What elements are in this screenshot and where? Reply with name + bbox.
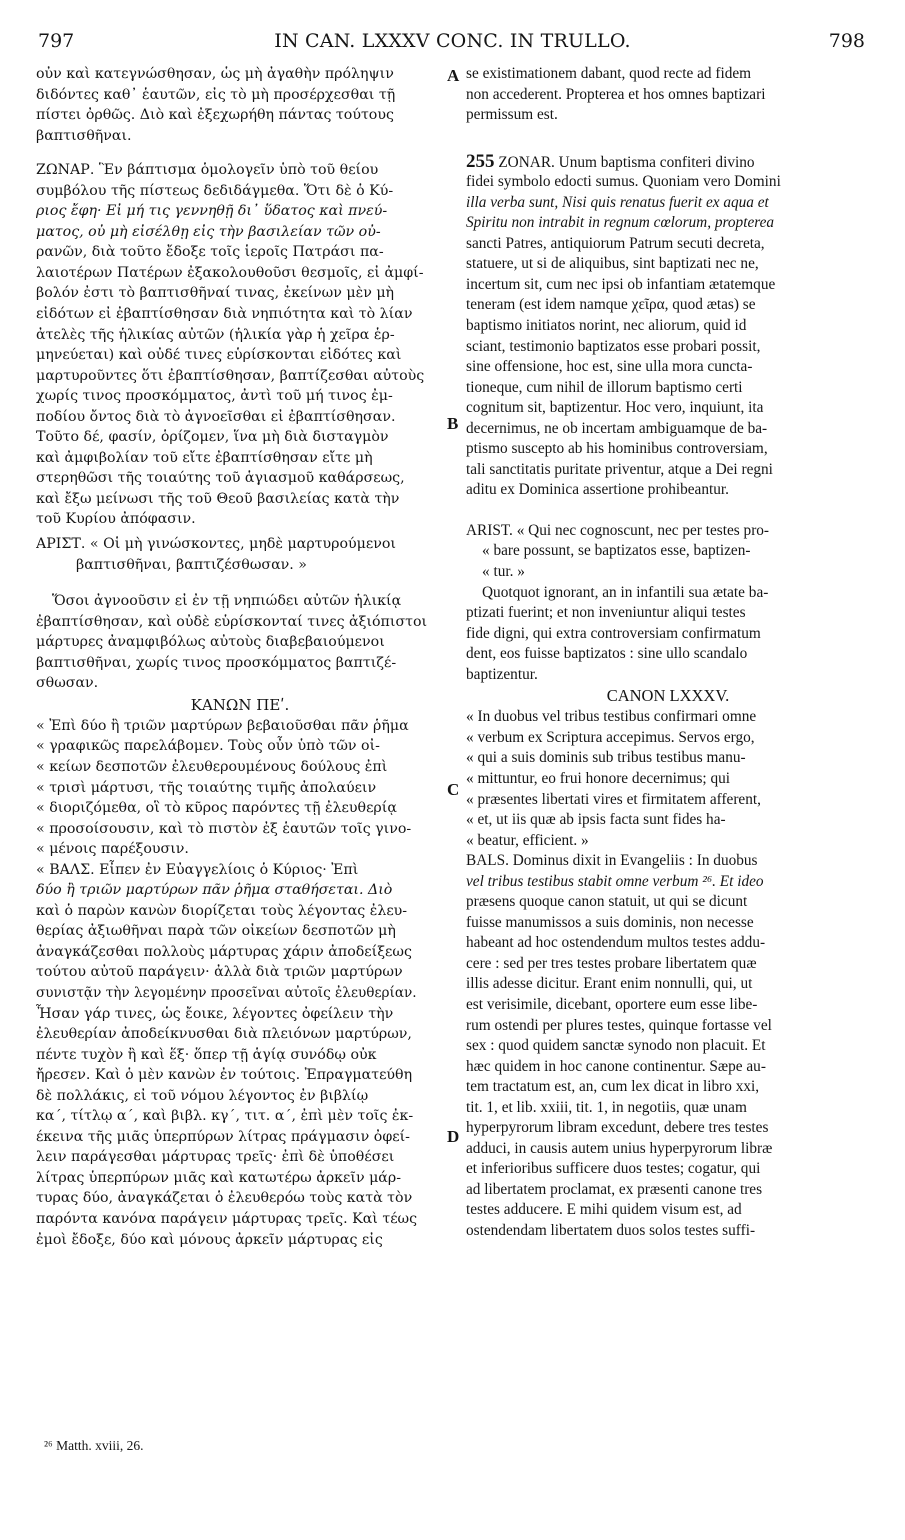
text-line: Quotquot ignorant, an in infantili sua ætate ba- (482, 583, 769, 601)
text-line: illis adesse dicitur. Erant enim nonnulli, qui, ut (466, 975, 753, 993)
text-line: « tur. » (482, 563, 525, 581)
text-line: στερηθῶσι τῆς τοιαύτης τοῦ ἁγιασμοῦ καθάρσεως, (36, 470, 405, 487)
text-line: « beatur, efficient. » (466, 831, 589, 849)
text-line: dent, eos fuisse baptizatos : sine ullo scandalo (466, 645, 748, 663)
text-line: κα΄, τίτλῳ α΄, καὶ βιβλ. κγ΄, τιτ. α΄, ἐπὶ μὲν τοῖς ἐκ- (36, 1108, 414, 1125)
text-line: συνιστᾷν τὴν λεγομένην προσεῖναι αὐτοῖς ἐλευθερίαν. (36, 984, 417, 1001)
text-line: ΖΩΝΑΡ. Ἓν βάπτισμα ὁμολογεῖν ὑπὸ τοῦ θείου (36, 162, 379, 179)
text-line: vel tribus testibus stabit omne verbum ²⁶. Et ideo (466, 872, 764, 890)
text-line: ἐλευθερίαν ἀποδείκνυσθαι διὰ πλειόνων μαρτύρων, (36, 1026, 412, 1043)
text-line: hyperpyrorum libram excedunt, debere tres testes (466, 1119, 769, 1137)
text-line: ρανῶν, διὰ τοῦτο ἔδοξε τοῖς ἱεροῖς Πατράσι πα- (36, 244, 384, 261)
text-line: σθωσαν. (36, 675, 99, 692)
text-line: « μένοις παρέξουσιν. (36, 841, 189, 858)
text-line (466, 1242, 870, 1263)
page-number-right: 798 (828, 30, 865, 52)
text-line: πίστει ὀρθῶς. Διὸ καὶ ἐξεχωρήθη πάντας τούτους (36, 107, 394, 124)
text-line: aditu ex Dominica assertione prohibeantur. (466, 481, 729, 499)
text-line: ἀτελὲς τῆς ἡλικίας αὐτῶν (ἡλικία γὰρ ἡ χεῖρα ἑρ- (36, 326, 395, 343)
text-line: λαιοτέρων Πατέρων ἐξακολουθοῦσι θεσμοῖς, εἰ ἀμφί- (36, 264, 424, 281)
text-line: πέντε τυχὸν ἢ καὶ ἕξ· ὅπερ τῇ ἁγίᾳ συνόδῳ οὐκ (36, 1046, 377, 1063)
text-line: ἀναγκάζεσθαι πολλοὺς μάρτυρας χάριν ἀποδείξεως (36, 943, 412, 960)
text-line: ματος, οὐ μὴ εἰσέλθῃ εἰς τὴν βασιλείαν τῶν οὐ- (36, 223, 381, 240)
text-line: ριος ἔφη· Εἰ μή τις γεννηθῇ δι᾽ ὕδατος καὶ πνεύ- (36, 203, 388, 220)
footnote: ²⁶ Matth. xviii, 26. (44, 1438, 144, 1453)
canon-heading-greek: ΚΑΝΩΝ ΠΕʹ. (190, 695, 290, 714)
text-line: fidei symbolo edocti sumus. Quoniam vero Domini (466, 173, 781, 191)
text-line: « et, ut iis quæ ab ipsis facta sunt fides ha- (466, 811, 726, 829)
text-line: δὲ πολλάκις, εἰ τοῦ νόμου λέγοντος ἐν βιβλίῳ (36, 1087, 369, 1104)
text-line: « Ἐπὶ δύο ἢ τριῶν μαρτύρων βεβαιοῦσθαι πᾶν ῥῆμα (36, 717, 409, 734)
text-line: καὶ ὁ παρὼν κανὼν διορίζεται τοὺς λέγοντας ἐλευ- (36, 902, 408, 919)
text-line: fuisse manumissos a suis dominis, non necesse (466, 913, 754, 931)
text-line: ARIST. « Qui nec cognoscunt, nec per testes pro- (466, 521, 770, 539)
text-line: « verbum ex Scriptura accepimus. Servos ergo, (466, 728, 755, 746)
text-line: tem tractatum est, an, cum lex dicat in libro xxi, (466, 1078, 760, 1096)
text-line: ποδίου ὄντος διὰ τὸ ἀγνοεῖσθαι εἰ ἐβαπτίσθησαν. (36, 408, 396, 425)
text-line: tioneque, cum nihil de illorum baptismo certi (466, 378, 743, 396)
text-line: « προσοίσουσιν, καὶ τὸ πιστὸν ἐξ ἑαυτῶν τοῖς γινο- (36, 820, 412, 837)
text-line: sancti Patres, antiquiorum Patrum secuti decreta, (466, 234, 765, 252)
text-line: tali sanctitatis puritate priventur, atque a Dei regni (466, 460, 773, 478)
text-line: sex : quod quidem sanctæ synodo non placuit. Et (466, 1037, 766, 1055)
text-line: « τρισὶ μάρτυσι, τῆς τοιαύτης τιμῆς ἀπολαύειν (36, 779, 377, 796)
running-title: IN CAN. LXXXV CONC. IN TRULLO. (274, 30, 631, 52)
text-line: « διοριζόμεθα, οἳ τὸ κῦρος παρόντες τῇ ἐλευθερίᾳ (36, 800, 397, 817)
spacer (36, 575, 444, 591)
margin-letter-d: D (447, 1127, 460, 1146)
text-line: δύο ἢ τριῶν μαρτύρων πᾶν ῥῆμα σταθήσεται. Διὸ (36, 882, 393, 899)
greek-column (36, 64, 444, 1250)
text-line: διδόντες καθ᾽ ἑαυτῶν, εἰς τὸ μὴ προσέρχεσθαι τῇ (36, 86, 396, 103)
text-line: βαπτισθῆναι. (36, 127, 132, 144)
text-line: « mittuntur, eo frui honore decernimus; qui (466, 769, 731, 787)
zonar-opening: ZONAR. Unum baptisma confiteri divino (498, 153, 755, 171)
text-line: sine offensione, hoc est, sine ulla mora cuncta- (466, 358, 753, 376)
text-line: ptizati fuerint; et non inveniuntur aliqui testes (466, 604, 746, 622)
text-line: « qui a suis dominis sub tribus testibus manu- (466, 749, 746, 767)
text-line: τοῦ Κυρίου ἀπόφασιν. (36, 511, 196, 528)
text-line: tit. 1, et lib. xxiii, tit. 1, in negotiis, quæ unam (466, 1098, 747, 1116)
text-line: permissum est. (466, 106, 558, 124)
text-line: ΑΡΙΣΤ. « Οἱ μὴ γινώσκοντες, μηδὲ μαρτυρούμενοι (36, 536, 396, 553)
text-line: non accederent. Propterea et hos omnes baptizari (466, 85, 766, 103)
text-line: μάρτυρες ἀναμφιβόλως αὐτοὺς διαβεβαιούμενοι (36, 634, 385, 651)
text-line (466, 152, 870, 173)
text-line: baptizentur. (466, 665, 538, 683)
text-line: μαρτυροῦντες ὅτι ἐβαπτίσθησαν, βαπτίζεσθαι αὐτοὺς (36, 367, 425, 384)
text-line: βολόν ἐστι τὸ βαπτισθῆναί τινας, ἐκείνων μὲν μὴ (36, 285, 395, 302)
text-line: habeant ad hoc ostendendum multos testes addu- (466, 934, 766, 952)
text-line: cognitum sit, baptizentur. Hoc vero, inquiunt, ita (466, 399, 764, 417)
text-line: λειν παράγεσθαι μάρτυρας τρεῖς· ἐπὶ δὲ ὑποθέσει (36, 1149, 395, 1166)
text-line: præsens quoque canon statuit, ut qui se dicunt (466, 893, 748, 911)
text-line: adduci, in causis autem unius hyperpyrorum libræ (466, 1139, 773, 1157)
text-line: baptismo initiatos norint, nec aliorum, quid id (466, 317, 747, 335)
text-line: cere : sed per tres testes probare libertatem quæ (466, 954, 757, 972)
text-line: illa verba sunt, Nisi quis renatus fuerit ex aqua et (466, 193, 769, 211)
text-line: καὶ ἀμφιβολίαν τοῦ εἴτε ἐβαπτίσθησαν εἴτε μὴ (36, 449, 373, 466)
text-line: ἐμοὶ ἔδοξε, δύο καὶ μόνους ἀρκεῖν μάρτυρας εἰς (36, 1231, 383, 1248)
text-line: incertum sit, cum nec ipsi ob infantiam ætatemque (466, 275, 776, 293)
spacer (466, 501, 870, 521)
text-line: BALS. Dominus dixit in Evangeliis : In duobus (466, 852, 758, 870)
margin-letter-a: A (447, 66, 460, 85)
text-line: « In duobus vel tribus testibus confirmari omne (466, 708, 757, 726)
text-line: τυρας δύο, ἀναγκάζεται ὁ ἐλευθερόω τοὺς κατὰ τὸν (36, 1190, 413, 1207)
text-line: decernimus, ne ob incertam ambiguamque de ba- (466, 419, 768, 437)
text-line: ἤρεσεν. Καὶ ὁ μὲν κανὼν ἐν τούτοις. Ἐπραγματεύθη (36, 1067, 413, 1084)
margin-letter-c: C (447, 780, 460, 799)
text-line: sciant, testimonio baptizatos esse probari possit, (466, 337, 761, 355)
text-line: teneram (est idem namque χεῖρα, quod ætas) se (466, 296, 756, 314)
text-line: τούτου αὐτοῦ παράγειν· ἀλλὰ διὰ τριῶν μαρτύρων (36, 964, 403, 981)
text-line: statuere, ut si de aliquibus, sint baptizati nec ne, (466, 255, 759, 273)
text-line: ad libertatem proclamat, ex præsenti canone tres (466, 1180, 763, 1198)
text-line: Τοῦτο δέ, φασίν, ὁρίζομεν, ἵνα μὴ διὰ δισταγμὸν (36, 429, 389, 446)
spacer (36, 146, 444, 160)
text-line: βαπτισθῆναι, χωρίς τινος προσκόμματος βαπτιζέ- (36, 654, 397, 671)
text-line: et inferioribus sufficere duos testes; cogatur, qui (466, 1160, 761, 1178)
text-line: « ΒΑΛΣ. Εἶπεν ἐν Εὐαγγελίοις ὁ Κύριος· Ἐπὶ (36, 861, 359, 878)
spacer (466, 126, 870, 152)
text-line: Ἦσαν γάρ τινες, ὡς ἔοικε, λέγοντες ὀφείλειν τὴν (36, 1005, 394, 1022)
text-line: ptismo suscepto ab his hominibus controversiam, (466, 440, 768, 458)
text-line: μηνεύεται) καὶ οὐδέ τινες εὑρίσκονται εἰδότες καὶ (36, 347, 402, 364)
text-line: « γραφικῶς παρελάβομεν. Τοὺς οὖν ὑπὸ τῶν οἰ- (36, 738, 380, 755)
text-line: οὐν καὶ κατεγνώσθησαν, ὡς μὴ ἀγαθὴν πρόληψιν (36, 66, 394, 82)
text-line: θερίας ἀξιωθῆναι παρὰ τῶν οἰκείων δεσποτῶν μὴ (36, 923, 396, 940)
text-line: « præsentes libertati vires et firmitatem afferent, (466, 790, 761, 808)
text-line: λίτρας ὑπερπύρων μιᾶς καὶ κατωτέρω ἀρκεῖν μάρ- (36, 1169, 402, 1186)
text-line: Spiritu non intrabit in regnum cœlorum, propterea (466, 214, 775, 232)
margin-letter-b: B (447, 414, 459, 433)
running-header (0, 30, 905, 60)
text-line: εἰδότων εἰ ἐβαπτίσθησαν διὰ νηπιότητα καὶ τὸ λίαν (36, 306, 413, 323)
text-line: έκεινα τῆς μιᾶς ὑπερπύρων λίτρας πράγμασιν ὀφεί- (36, 1128, 410, 1145)
text-line: est verisimile, dicebant, oportere eum esse libe- (466, 995, 758, 1013)
text-line: Ὅσοι ἀγνοοῦσιν εἰ ἐν τῇ νηπιώδει αὐτῶν ἡλικίᾳ (52, 593, 402, 610)
text-line: testes adducere. E mihi quidem visum est, ad (466, 1201, 742, 1219)
latin-column (466, 64, 870, 1262)
text-line: συμβόλου τῆς πίστεως δεδιδάγμεθα. Ὅτι δὲ ὁ Κύ- (36, 182, 394, 199)
text-line: καὶ ἔξω μείνωσι τῆς τοῦ Θεοῦ βασιλείας κατὰ τὴν (36, 490, 400, 507)
text-line: χωρίς τινος προσκόμματος, ἀντὶ τοῦ μή τινος ἐμ- (36, 388, 393, 405)
canon-heading-latin: CANON LXXXV. (606, 686, 730, 706)
text-line: ostendendam libertatem duos solos testes suffi- (466, 1221, 756, 1239)
page-number-left: 797 (38, 30, 75, 52)
text-line: παρόντα κανόνα παράγειν μάρτυρας τρεῖς. Καὶ τέως (36, 1210, 418, 1227)
text-line: ἐβαπτίσθησαν, καὶ οὐδὲ εὑρίσκονταί τινες ἀξιόπιστοι (36, 613, 428, 630)
text-line: se existimationem dabant, quod recte ad fidem (466, 65, 752, 82)
text-line: « bare possunt, se baptizatos esse, baptizen- (482, 542, 751, 560)
text-line: « κείων δεσποτῶν ἐλευθερουμένους δούλους ἐπὶ (36, 758, 388, 775)
text-line: hæc quidem in hoc canone continentur. Sæpe au- (466, 1057, 766, 1075)
text-line: rum ostendi per plures testes, quinque fortasse vel (466, 1016, 772, 1034)
column-number: 255 (466, 151, 495, 172)
text-line: βαπτισθῆναι, βαπτιζέσθωσαν. » (76, 556, 307, 573)
text-line: fide digni, qui extra controversiam confirmatum (466, 624, 761, 642)
